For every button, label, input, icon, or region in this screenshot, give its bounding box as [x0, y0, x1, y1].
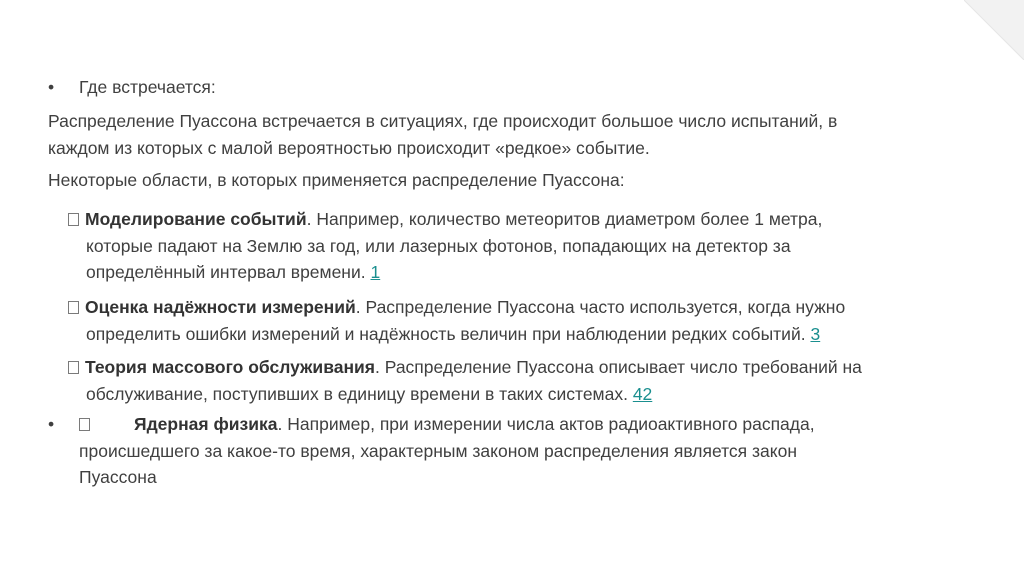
checkbox-glyph-icon [68, 213, 79, 226]
checkbox-glyph-icon [68, 361, 79, 374]
item-text-line-2: определить ошибки измерений и надёжность величин при наблюдении редких событий. [86, 323, 806, 344]
item-text: . Например, при измерении числа актов радиоактивного распада, [277, 414, 815, 434]
item-text: . Распределение Пуассона часто используется, когда нужно [355, 297, 846, 317]
checkbox-glyph-icon [79, 418, 90, 431]
item-text-line-3: определённый интервал времени. [86, 262, 366, 282]
item-text: . Например, количество метеоритов диаметром более 1 метра, [306, 209, 823, 229]
paragraph-1 [48, 108, 948, 161]
item-title: Ядерная физика [134, 414, 278, 434]
paragraph-1-line-2: каждом из которых с малой вероятностью происходит «редкое» событие. [48, 137, 650, 158]
reference-link-1[interactable]: 1 [370, 262, 381, 282]
nuclear-physics-bullet [48, 411, 948, 491]
reference-link-3[interactable]: 3 [810, 323, 821, 344]
item-title: Теория массового обслуживания [85, 357, 375, 377]
intro-bullet [48, 74, 216, 101]
list-item-modeling [68, 206, 948, 286]
intro-bullet-text: Где встречается: [79, 77, 216, 97]
reference-link-42[interactable]: 42 [632, 383, 653, 404]
item-title: Оценка надёжности измерений [85, 297, 356, 317]
item-text-line-2: обслуживание, поступивших в единицу времени в таких системах. [86, 383, 628, 404]
item-text-line-3: Пуассона [79, 467, 157, 487]
item-text-line-2: которые падают на Землю за год, или лазерных фотонов, попадающих на детектор за [86, 235, 791, 256]
item-text-line-2: происшедшего за какое-то время, характерным законом распределения является закон [79, 440, 798, 461]
bullet-marker: • [48, 77, 55, 97]
list-item-queueing [68, 354, 948, 407]
list-item-reliability [68, 294, 948, 347]
page-curl-corner [964, 0, 1024, 60]
paragraph-1-line-1: Распределение Пуассона встречается в ситуациях, где происходит большое число испытаний, в [48, 111, 838, 131]
item-text: . Распределение Пуассона описывает число требований на [375, 357, 862, 377]
bullet-marker: • [48, 414, 55, 434]
paragraph-2: Некоторые области, в которых применяется распределение Пуассона: [48, 170, 625, 190]
checkbox-glyph-icon [68, 301, 79, 314]
item-title: Моделирование событий [85, 209, 307, 229]
